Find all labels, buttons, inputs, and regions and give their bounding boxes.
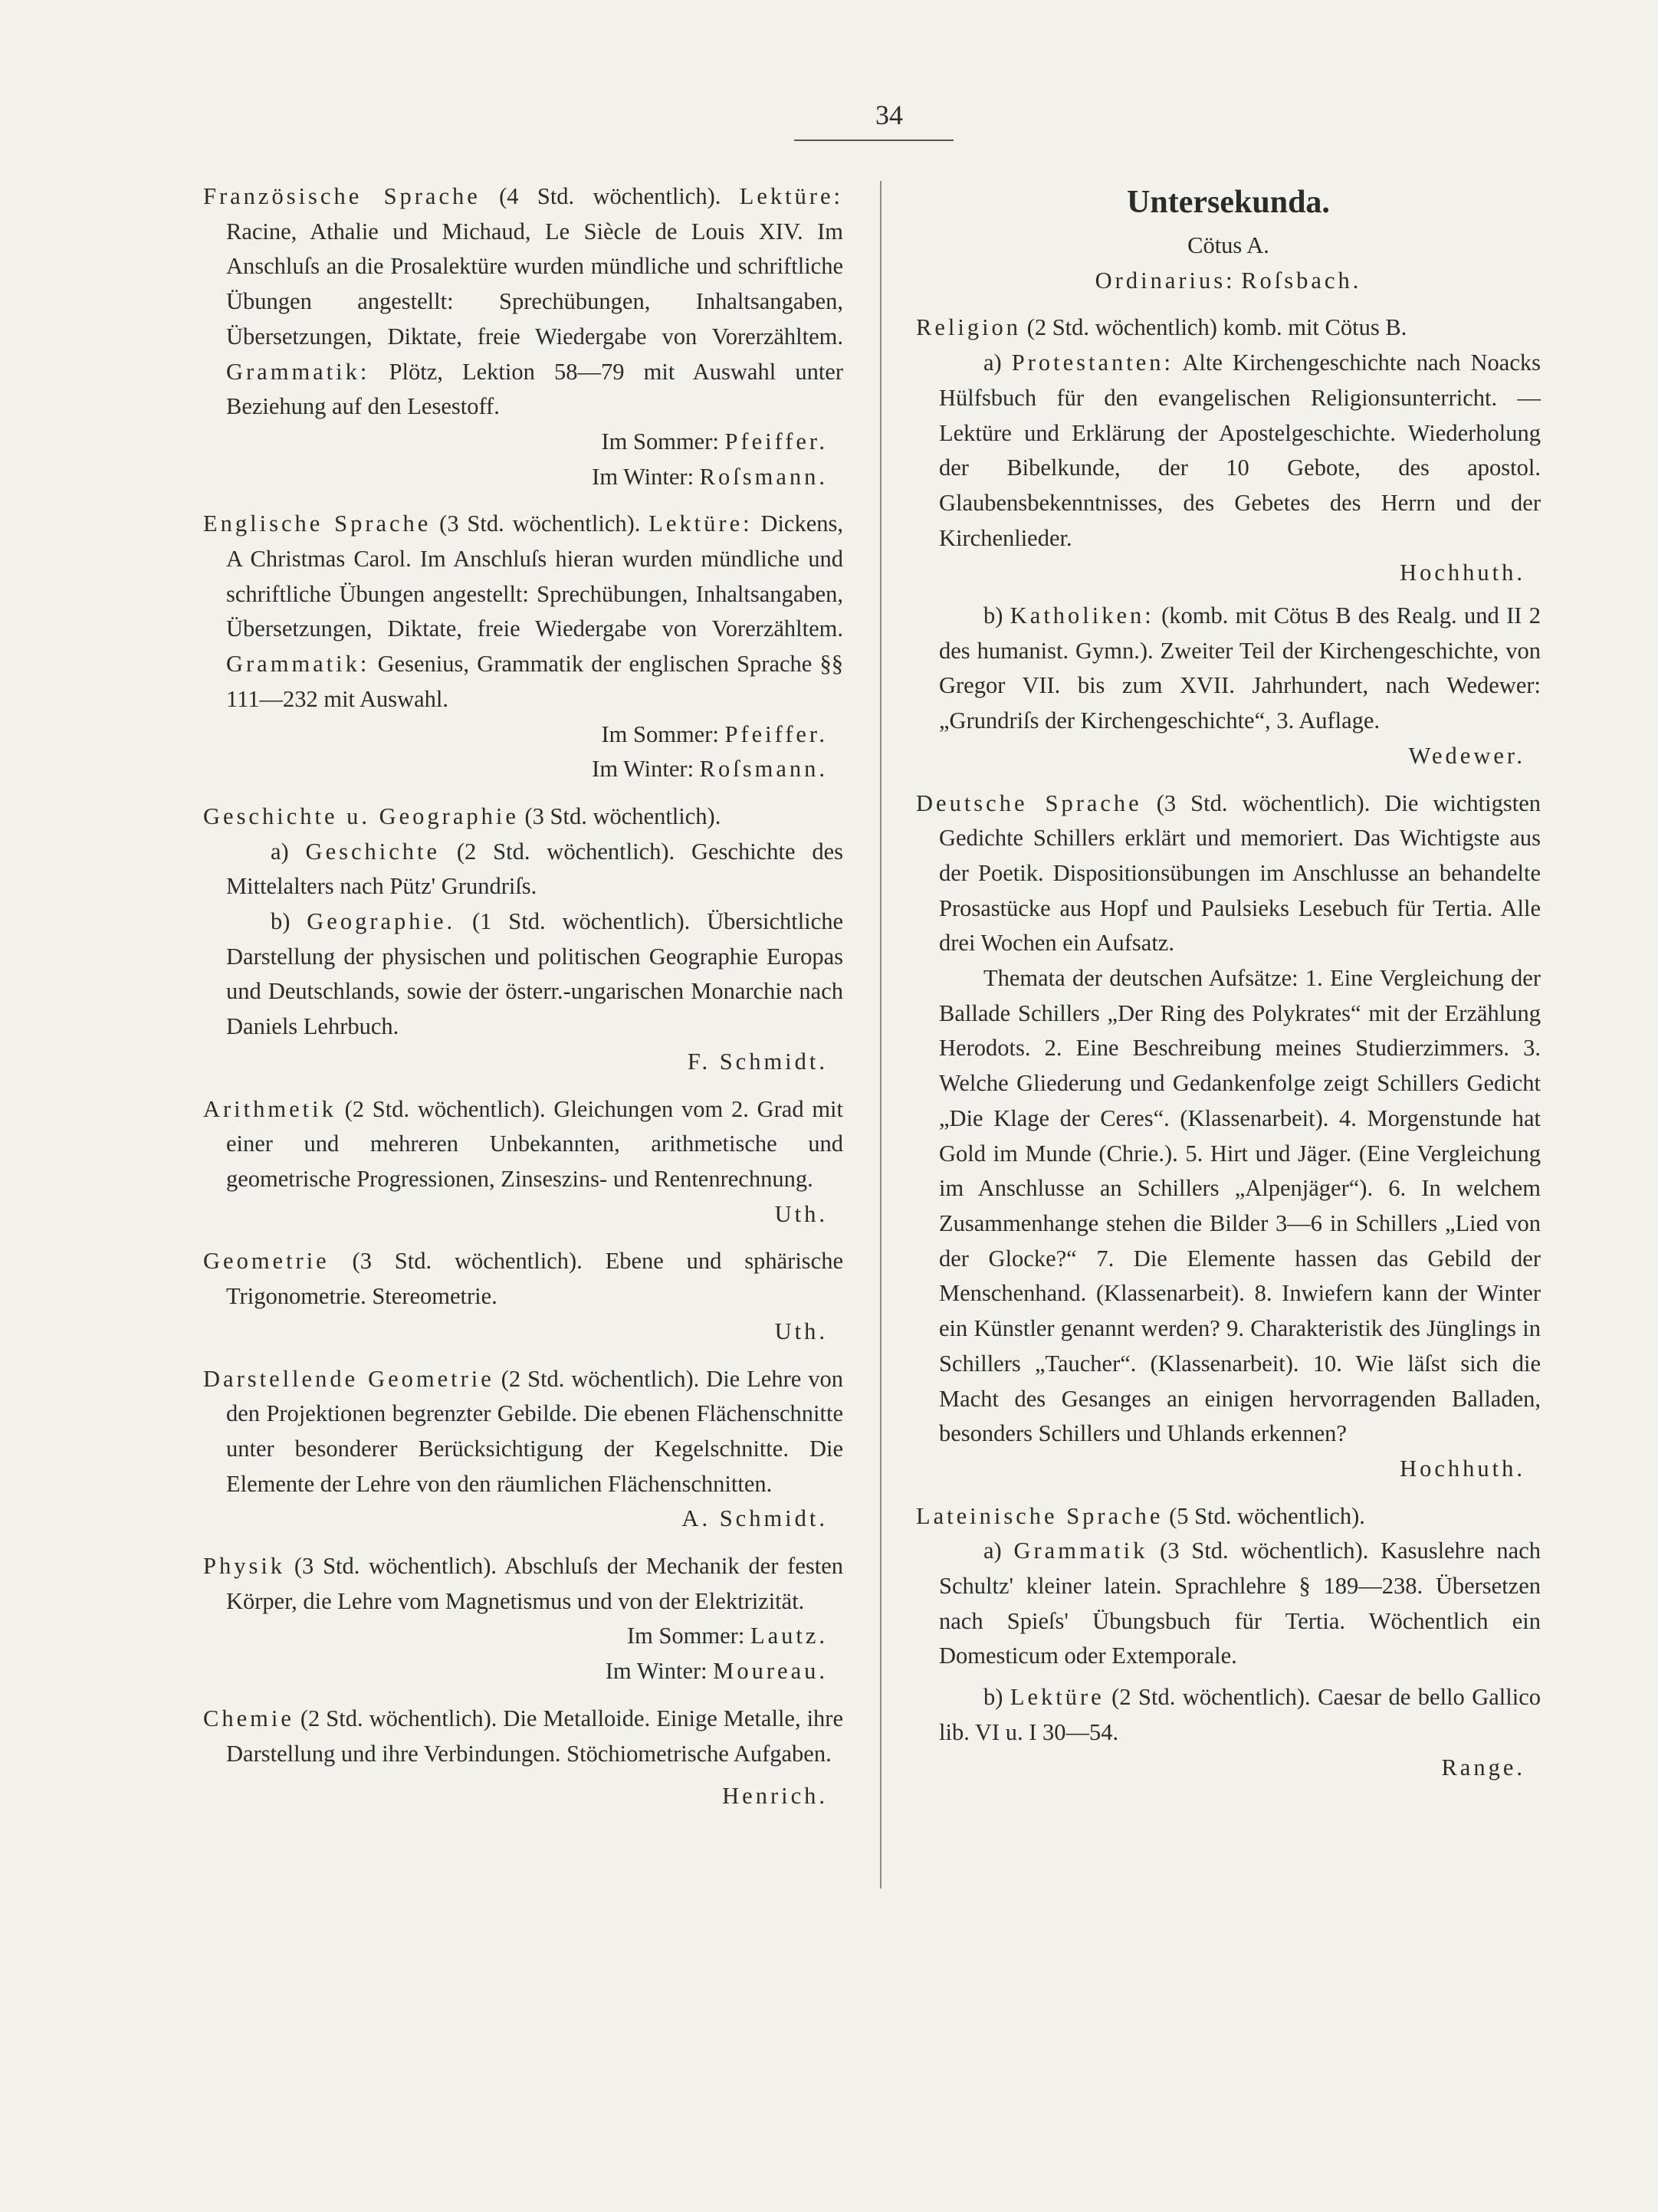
teacher-line	[203, 1619, 843, 1654]
subject-text: (2 Std. wöchentlich) komb. mit Cötus B.	[1021, 314, 1407, 341]
subsection-katholiken	[916, 599, 1541, 739]
signature	[916, 1452, 1541, 1487]
page-number: 34	[875, 100, 903, 130]
teacher-line	[203, 752, 843, 787]
section-englisch	[203, 507, 843, 717]
section-deutsch	[916, 786, 1541, 962]
subject-text: (3 Std. wöchentlich).	[518, 802, 721, 829]
teacher-line	[203, 460, 843, 495]
class-title: Untersekunda.	[1127, 185, 1330, 220]
signature	[916, 739, 1541, 774]
teacher-label: Im Winter:	[605, 1658, 708, 1685]
sub-prefix: b)	[983, 602, 1010, 629]
teacher-label: Im Sommer:	[601, 428, 719, 455]
ordinarius-label: Ordinarius:	[1095, 267, 1236, 294]
section-geschichte	[203, 799, 843, 835]
subject-title: Darstellende Geometrie	[203, 1365, 494, 1392]
signature-name: Hochhuth.	[1400, 1455, 1525, 1482]
signature	[203, 1501, 843, 1537]
subject-text: (3 Std. wöchentlich).	[431, 510, 649, 537]
signature	[916, 556, 1541, 591]
signature-name: Henrich.	[722, 1783, 828, 1810]
section-darstellende-geometrie	[203, 1362, 843, 1502]
subject-title: Physik	[203, 1553, 286, 1580]
section-geometrie	[203, 1244, 843, 1314]
signature	[203, 1197, 843, 1232]
section-latein	[916, 1499, 1541, 1534]
teacher-label: Im Sommer:	[601, 720, 719, 747]
subsection-protestanten	[916, 346, 1541, 556]
teacher-name: Moureau.	[713, 1658, 828, 1685]
spaced-term: Lektüre	[1010, 1684, 1105, 1711]
signature	[203, 1779, 843, 1814]
signature-name: Uth.	[774, 1200, 828, 1227]
subsection-b	[203, 904, 843, 1045]
sub-prefix: b)	[271, 908, 307, 935]
teacher-label: Im Sommer:	[626, 1623, 745, 1649]
body-text: (komb. mit Cötus B des Realg. und II 2 des humanist. Gymn.). Zweiter Teil der Kirchengeschichte, von Gregor VII. bis zum XVII. Jahrhundert, nach Wedewer: „Grundriſs der Kirchengeschichte“, 3. Auflage.	[939, 602, 1541, 734]
signature-name: Range.	[1441, 1754, 1525, 1780]
teacher-label: Im Winter:	[592, 463, 694, 490]
teacher-name: Pfeiffer.	[724, 428, 828, 455]
subject-text: (3 Std. wöchentlich). Ebene und sphärische Trigonometrie. Stereometrie.	[226, 1248, 843, 1310]
body-text: (2 Std. wöchentlich). Caesar de bello Gallico lib. VI u. I 30—54.	[939, 1684, 1541, 1745]
subject-title: Lateinische Sprache	[916, 1502, 1164, 1529]
subsection-lektuere	[916, 1680, 1541, 1750]
teacher-name: Roſsmann.	[699, 463, 828, 490]
subject-title: Englische Sprache	[203, 510, 432, 537]
subject-text: (2 Std. wöchentlich). Die Lehre von den Projektionen begrenzter Gebilde. Die ebenen Flächenschnitte unter besonderer Berücksichtigung der Kegelschnitte. Die Elemente der Lehre von den räumlichen Flächenschnitten.	[226, 1365, 843, 1497]
subject-text: (2 Std. wöchentlich). Die Metalloide. Einige Metalle, ihre Darstellung und ihre Verbindungen. Stöchiometrische Aufgaben.	[226, 1705, 843, 1767]
subject-text: (5 Std. wöchentlich).	[1163, 1502, 1365, 1529]
teacher-line	[203, 1654, 843, 1689]
signature	[203, 1045, 843, 1080]
teacher-line	[203, 717, 843, 753]
teacher-line	[203, 425, 843, 460]
signature	[203, 1314, 843, 1350]
teacher-name: Pfeiffer.	[724, 720, 828, 747]
subject-title: Religion	[916, 314, 1022, 341]
coetus-label: Cötus A.	[1187, 232, 1269, 258]
subject-title: Geschichte u. Geographie	[203, 802, 519, 829]
body-text: (1 Std. wöchentlich). Übersichtliche Darstellung der physischen und politischen Geographie Europas und Deutschlands, sowie der österr.-ungarischen Monarchie nach Daniels Lehrbuch.	[226, 908, 843, 1040]
section-chemie	[203, 1702, 843, 1771]
ordinarius-name: Roſsbach.	[1241, 267, 1362, 294]
body-text: (2 Std. wöchentlich). Geschichte des Mittelalters nach Pütz' Grundriſs.	[226, 838, 843, 900]
spaced-term: Lektüre:	[648, 510, 753, 537]
spaced-term: Grammatik:	[226, 651, 370, 678]
signature-name: F. Schmidt.	[687, 1048, 828, 1075]
body-text: Racine, Athalie und Michaud, Le Siècle de Louis XIV. Im Anschluſs an die Prosalektüre wurden mündliche und schriftliche Übungen angestellt: Sprechübungen, Inhaltsangaben, Übersetzungen, Diktate, freie Wiedergabe von Vorerzähltem.	[226, 218, 843, 350]
subject-title: Chemie	[203, 1705, 294, 1731]
body-text: Alte Kirchengeschichte nach Noacks Hülfsbuch für den evangelischen Religionsunterricht. — Lektüre und Erklärung der Apostelgeschichte. Wiederholung der Bibelkunde, der 10 Gebote, des apostol. Glaubensbekenntnisses, des Gebetes des Herrn und der Kirchenlieder.	[939, 350, 1541, 551]
body-text: (3 Std. wöchentlich). Kasuslehre nach Schultz' kleiner latein. Sprachlehre § 189—238. Übersetzen nach Spieſs' Übungsbuch für Tertia. Wöchentlich ein Domesticum oder Extemporale.	[939, 1538, 1541, 1669]
subject-title: Französische Sprache	[203, 183, 481, 209]
subject-text: (3 Std. wöchentlich). Abschluſs der Mechanik der festen Körper, die Lehre vom Magnetismus und von der Elektrizität.	[226, 1553, 843, 1614]
signature-name: Wedewer.	[1408, 742, 1525, 769]
body-text: Gesenius, Grammatik der englischen Sprache §§ 111—232 mit Auswahl.	[226, 651, 843, 712]
spaced-term: Katholiken:	[1010, 602, 1154, 629]
body-text: Dickens, A Christmas Carol. Im Anschluſs hieran wurden mündliche und schriftliche Übungen angestellt: Sprechübungen, Inhaltsangaben, Übersetzungen, Diktate, freie Wiedergabe von Vorerzähltem.	[226, 510, 843, 642]
signature-name: A. Schmidt.	[681, 1505, 828, 1532]
signature-name: Uth.	[774, 1318, 828, 1344]
ordinarius-line	[916, 264, 1541, 299]
signature-name: Hochhuth.	[1400, 560, 1525, 586]
teacher-label: Im Winter:	[592, 756, 694, 783]
spaced-term: Lektüre:	[739, 183, 844, 209]
section-religion	[916, 310, 1541, 346]
subsection-grammatik	[916, 1534, 1541, 1674]
column-divider	[880, 181, 882, 1889]
signature	[916, 1751, 1541, 1786]
sub-prefix: a)	[983, 350, 1012, 376]
section-physik	[203, 1549, 843, 1619]
spaced-term: Protestanten:	[1011, 350, 1174, 376]
teacher-name: Roſsmann.	[699, 756, 828, 783]
spaced-term: Geographie.	[307, 908, 456, 935]
subject-title: Arithmetik	[203, 1095, 337, 1122]
subject-text: (3 Std. wöchentlich). Die wichtigsten Gedichte Schillers erklärt und memoriert. Das Wichtigste aus der Poetik. Dispositionsübungen im Anschlusse an behandelte Prosastücke aus Hopf und Paulsieks Lesebuch für Tertia. Alle drei Wochen ein Aufsatz.	[939, 789, 1541, 957]
themata-paragraph	[916, 961, 1541, 1452]
section-arithmetik	[203, 1092, 843, 1197]
spaced-term: Geschichte	[305, 838, 441, 865]
sub-prefix: a)	[983, 1538, 1014, 1564]
subject-title: Geometrie	[203, 1248, 330, 1275]
section-franzoesisch	[203, 179, 843, 425]
page-number-rule	[794, 139, 954, 141]
spaced-term: Grammatik	[1013, 1538, 1148, 1564]
subsection-a	[203, 835, 843, 904]
right-column	[916, 179, 1541, 1785]
teacher-name: Lautz.	[750, 1623, 828, 1649]
subject-title: Deutsche Sprache	[916, 789, 1142, 816]
spaced-term: Grammatik:	[226, 358, 370, 385]
sub-prefix: a)	[271, 838, 306, 865]
body-text: Plötz, Lektion 58—79 mit Auswahl unter Beziehung auf den Lesestoff.	[226, 358, 843, 420]
left-column	[203, 179, 843, 1814]
subject-text: (2 Std. wöchentlich). Gleichungen vom 2. Grad mit einer und mehreren Unbekannten, arithmetische und geometrische Progressionen, Zinseszins- und Rentenrechnung.	[226, 1095, 843, 1192]
sub-prefix: b)	[983, 1684, 1010, 1711]
themata-text: Themata der deutschen Aufsätze: 1. Eine Vergleichung der Ballade Schillers „Der Ring des Polykrates“ mit der Erzählung Herodots. 2. Eine Beschreibung meines Studierzimmers. 3. Welche Gliederung und Gedankenfolge zeigt Schillers Gedicht „Die Klage der Ceres“. (Klassenarbeit). 4. Morgenstunde hat Gold im Munde (Chrie.). 5. Hirt und Jäger. (Eine Vergleichung im Anschlusse an Schillers „Alpenjäger“). 6. In welchem Zusammenhange stehen die Bilder 3—6 in Schillers „Lied von der Glocke?“ 7. Die Elemente hassen das Gebild der Menschenhand. (Klassenarbeit). 8. Inwiefern kann der Winter ein Künstler genannt werden? 9. Charakteristik des Jünglings in Schillers „Taucher“. (Klassenarbeit). 10. Wie läſst sich die Macht des Gesanges an einigen hervorragenden Balladen, besonders Schillers und Uhlands erkennen?	[939, 965, 1541, 1447]
subject-text: (4 Std. wöchentlich).	[480, 183, 721, 209]
